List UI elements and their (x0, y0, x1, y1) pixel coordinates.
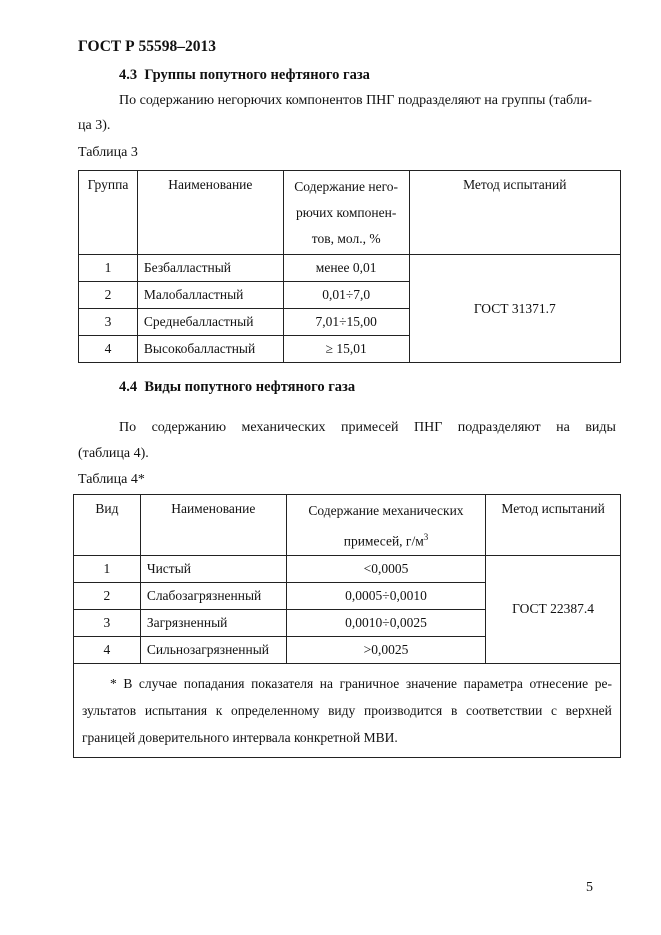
cell-method: ГОСТ 22387.4 (486, 555, 621, 663)
header-line: Содержание него- (294, 179, 399, 194)
header-cell (283, 171, 409, 255)
cell-number: 2 (79, 282, 138, 309)
paragraph-line: (таблица 4). (78, 446, 149, 461)
cell-number: 2 (74, 582, 141, 609)
cell-name: Высокобалластный (137, 336, 283, 363)
cell-value: 7,01÷15,00 (283, 309, 409, 336)
table-header-row (79, 171, 621, 255)
header-line: рючих компонен- (296, 205, 397, 220)
word: показателя (251, 675, 314, 691)
document-header: ГОСТ Р 55598–2013 (78, 38, 216, 55)
section-number: 4.4 (119, 379, 138, 395)
unit-superscript: 3 (423, 532, 429, 542)
cell-value: 0,0010÷0,0025 (286, 609, 486, 636)
word: отнесение (529, 675, 589, 691)
section-title: Виды попутного нефтяного газа (144, 379, 356, 395)
paragraph-line (119, 420, 616, 436)
cell-name: Загрязненный (140, 609, 286, 636)
word: в (450, 702, 458, 718)
word: В (123, 675, 133, 691)
word: содержанию (151, 420, 227, 435)
header-cell (137, 171, 283, 255)
word: к (215, 702, 223, 718)
word: значение (405, 675, 458, 691)
header-text: Метод испытаний (463, 177, 567, 192)
table-3 (78, 170, 621, 363)
word: на (319, 675, 333, 691)
header-cell (79, 171, 138, 255)
cell-value: 0,0005÷0,0010 (286, 582, 486, 609)
cell-value: >0,0025 (286, 636, 486, 663)
word: зультатов (82, 702, 137, 718)
word: примесей (341, 420, 399, 435)
cell-name: Чистый (140, 555, 286, 582)
word: определенному (231, 702, 320, 718)
table-4-caption: Таблица 4* (78, 472, 145, 487)
section-number: 4.3 (119, 67, 138, 83)
word: ре- (594, 675, 612, 691)
cell-name: Среднебалластный (137, 309, 283, 336)
word: ПНГ (414, 420, 443, 435)
note-line: границей доверительного интервала конкретной МВИ. (82, 729, 398, 745)
cell-number: 3 (79, 309, 138, 336)
cell-value: 0,01÷7,0 (283, 282, 409, 309)
table-row (79, 255, 621, 282)
header-text: Группа (87, 177, 129, 192)
word: * (110, 675, 117, 691)
section-4-3-heading (119, 67, 370, 84)
cell-value: ≥ 15,01 (283, 336, 409, 363)
word: случае (138, 675, 178, 691)
header-cell (140, 495, 286, 556)
table-header-row (74, 495, 621, 556)
table-row (74, 555, 621, 582)
header-text: Наименование (171, 501, 256, 516)
table-note-row (74, 663, 621, 757)
unit-text: примесей, г/м (343, 533, 424, 549)
word: механических (241, 420, 326, 435)
header-text: Вид (95, 501, 119, 516)
word: параметра (463, 675, 523, 691)
header-line: тов, мол., % (311, 231, 381, 246)
cell-number: 1 (74, 555, 141, 582)
word: соответствии (466, 702, 543, 718)
cell-name: Слабозагрязненный (140, 582, 286, 609)
word: попадания (183, 675, 245, 691)
cell-name: Безбалластный (137, 255, 283, 282)
header-line: Содержание механических (308, 503, 464, 518)
header-cell (409, 171, 620, 255)
word: на (556, 420, 570, 435)
cell-name: Сильнозагрязненный (140, 636, 286, 663)
word: верхней (565, 702, 612, 718)
word: с (550, 702, 557, 718)
cell-name: Малобалластный (137, 282, 283, 309)
table-note (74, 663, 621, 757)
header-text (287, 495, 486, 555)
header-line (287, 524, 486, 555)
header-text (284, 171, 409, 252)
note-line (82, 697, 612, 724)
table-4 (73, 494, 621, 758)
word: подразделяют (457, 420, 541, 435)
page-number: 5 (586, 880, 593, 895)
paragraph-line: По содержанию негорючих компонентов ПНГ подразделяют на группы (табли- (119, 93, 592, 108)
header-text: Метод испытаний (501, 501, 605, 516)
word: По (119, 420, 137, 435)
header-cell (286, 495, 486, 556)
note-line (82, 670, 612, 697)
cell-value: менее 0,01 (283, 255, 409, 282)
cell-method: ГОСТ 31371.7 (409, 255, 620, 363)
cell-number: 4 (74, 636, 141, 663)
table-3-caption: Таблица 3 (78, 145, 138, 160)
word: испытания (144, 702, 208, 718)
word: виды (585, 420, 616, 435)
cell-number: 3 (74, 609, 141, 636)
section-title: Группы попутного нефтяного газа (144, 67, 370, 83)
cell-number: 4 (79, 336, 138, 363)
cell-number: 1 (79, 255, 138, 282)
paragraph-line: ца 3). (78, 118, 111, 133)
section-4-4-heading (119, 379, 355, 396)
word: граничное (339, 675, 400, 691)
cell-value: <0,0005 (286, 555, 486, 582)
word: виду (328, 702, 356, 718)
header-cell (74, 495, 141, 556)
header-cell (486, 495, 621, 556)
header-text: Наименование (168, 177, 253, 192)
word: производится (363, 702, 443, 718)
